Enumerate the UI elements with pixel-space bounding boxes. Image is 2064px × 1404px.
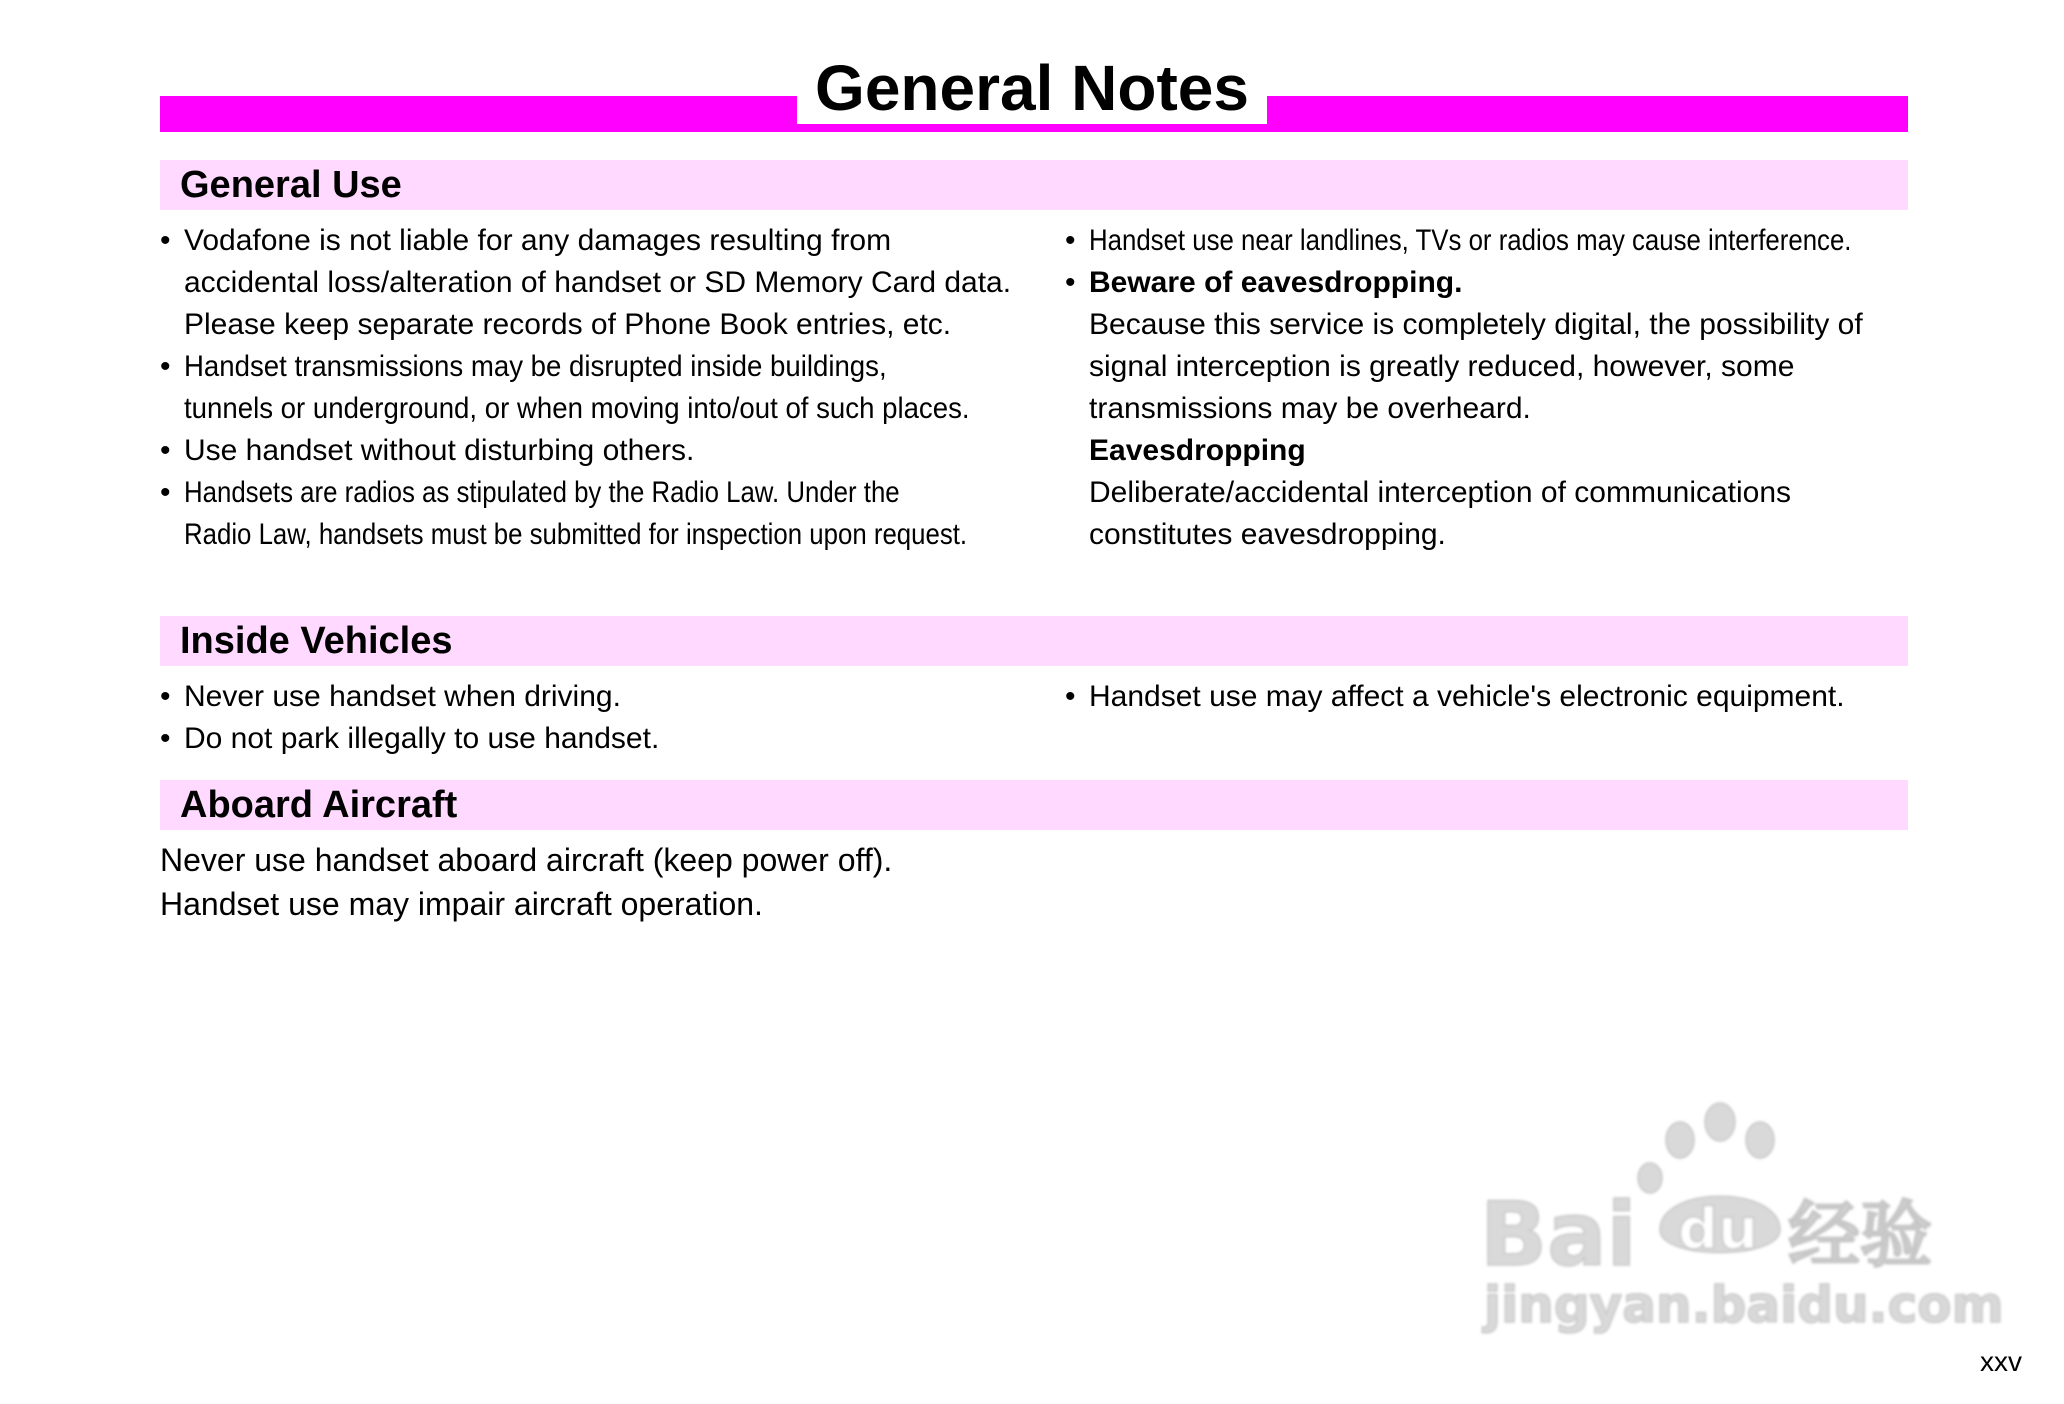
bullet-icon: • — [160, 350, 171, 383]
watermark-brand-suffix: du — [1678, 1197, 1758, 1262]
list-item: • Do not park illegally to use handset. — [160, 718, 1040, 760]
bullet-icon: • — [1065, 266, 1076, 299]
list-item: • Never use handset when driving. — [160, 676, 1040, 718]
list-item: • Handset transmissions may be disrupted inside buildings, tunnels or underground, or when moving into/out of such places. — [160, 346, 1040, 430]
baidu-watermark-logo — [1470, 1100, 2004, 1340]
page-number: xxv — [1980, 1346, 2022, 1377]
definition-term: Eavesdropping — [1089, 434, 1306, 467]
section-heading-inside-vehicles: Inside Vehicles — [160, 616, 1908, 666]
bullet-icon: • — [160, 722, 171, 755]
watermark-brand-text: Bai — [1480, 1183, 1637, 1286]
list-item: • Handset use may affect a vehicle's electronic equipment. — [1065, 676, 1925, 718]
list-item: • Vodafone is not liable for any damages resulting from accidental loss/alteration of handset or SD Memory Card data. Please keep separate records of Phone Book entries, etc. — [160, 220, 1040, 346]
page-title: General Notes — [0, 50, 2064, 126]
section-heading-aboard-aircraft: Aboard Aircraft — [160, 780, 1908, 830]
bullet-icon: • — [160, 476, 171, 509]
bullet-icon: • — [160, 434, 171, 467]
bullet-icon: • — [1065, 224, 1076, 257]
general-use-right-list — [1065, 220, 1925, 556]
list-item: • Handsets are radios as stipulated by the Radio Law. Under the Radio Law, handsets must be submitted for inspection upon request. — [160, 472, 1040, 556]
bullet-icon: • — [1065, 680, 1076, 713]
list-item: • Beware of eavesdropping. Because this service is completely digital, the possibility of signal interception is greatly reduced, however, some transmissions may be overheard. Eavesdropping Deliberate/accidental interception of communications constitutes eavesdropping. — [1065, 262, 1925, 556]
eavesdrop-warning-heading: Beware of eavesdropping. — [1089, 266, 1463, 299]
section-heading-general-use: General Use — [160, 160, 1908, 210]
bullet-icon: • — [160, 224, 171, 257]
general-use-left-list — [160, 220, 1040, 556]
inside-vehicles-left-list — [160, 676, 1040, 760]
list-item: • Use handset without disturbing others. — [160, 430, 1040, 472]
aircraft-note: Never use handset aboard aircraft (keep power off). Handset use may impair aircraft operation. — [160, 842, 893, 922]
list-item: • Handset use near landlines, TVs or radios may cause interference. — [1065, 220, 1925, 262]
bullet-icon: • — [160, 680, 171, 713]
watermark-chinese-text: 经验 — [1788, 1193, 1933, 1277]
watermark-url-text: jingyan.baidu.com — [1484, 1276, 2004, 1334]
inside-vehicles-right-list — [1065, 676, 1925, 718]
